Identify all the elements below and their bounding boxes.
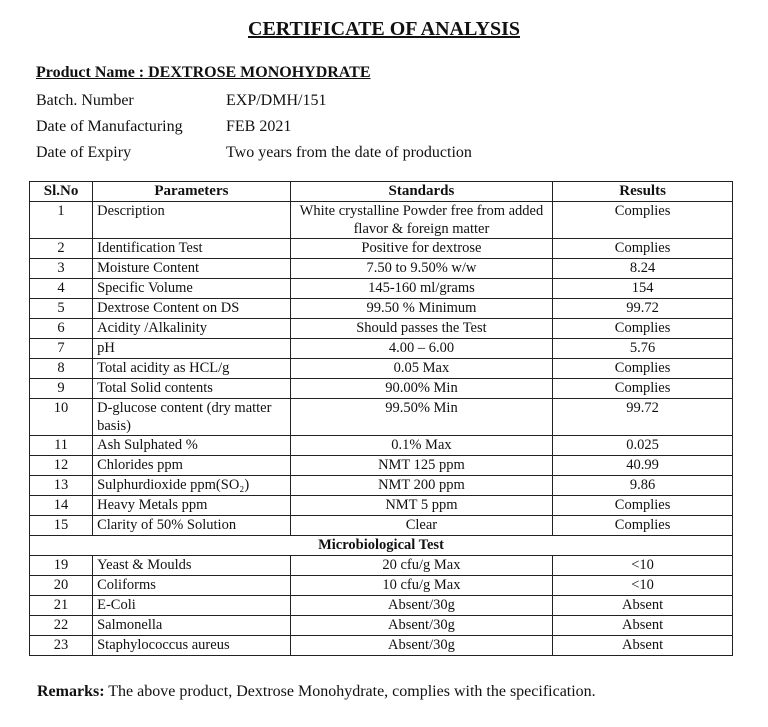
cell-slno: 9 [30, 379, 93, 399]
cell-slno: 23 [30, 636, 93, 656]
cell-parameter: Heavy Metals ppm [93, 496, 291, 516]
cell-result: Complies [553, 239, 733, 259]
cell-parameter: pH [93, 339, 291, 359]
cell-result: Complies [553, 202, 733, 239]
remarks [37, 683, 596, 701]
remarks-label: Remarks: [37, 683, 105, 700]
document-title: CERTIFICATE OF ANALYSIS [248, 18, 520, 40]
cell-parameter: Moisture Content [93, 259, 291, 279]
cell-standard: 99.50% Min [290, 399, 553, 436]
table-row [30, 436, 733, 456]
table-row [30, 496, 733, 516]
cell-standard: NMT 5 ppm [290, 496, 553, 516]
table-row [30, 239, 733, 259]
cell-slno: 6 [30, 319, 93, 339]
cell-standard: NMT 125 ppm [290, 456, 553, 476]
cell-slno: 4 [30, 279, 93, 299]
table-row [30, 299, 733, 319]
product-name-value: DEXTROSE MONOHYDRATE [148, 64, 371, 81]
cell-slno: 1 [30, 202, 93, 239]
cell-result: 40.99 [553, 456, 733, 476]
section-row [30, 536, 733, 556]
cell-parameter: Staphylococcus aureus [93, 636, 291, 656]
cell-parameter: Yeast & Moulds [93, 556, 291, 576]
cell-parameter: Total acidity as HCL/g [93, 359, 291, 379]
cell-parameter: D-glucose content (dry matter basis) [93, 399, 291, 436]
cell-result: 5.76 [553, 339, 733, 359]
cell-slno: 13 [30, 476, 93, 496]
cell-result: Absent [553, 616, 733, 636]
table-row [30, 339, 733, 359]
manufacturing-date-label: Date of Manufacturing [36, 118, 183, 135]
table-row [30, 576, 733, 596]
cell-result: 8.24 [553, 259, 733, 279]
cell-standard: 0.1% Max [290, 436, 553, 456]
cell-result: <10 [553, 556, 733, 576]
product-name-label: Product Name : [36, 64, 145, 81]
cell-result: Complies [553, 496, 733, 516]
cell-result: <10 [553, 576, 733, 596]
cell-standard: Clear [290, 516, 553, 536]
cell-slno: 7 [30, 339, 93, 359]
cell-result: 0.025 [553, 436, 733, 456]
cell-slno: 8 [30, 359, 93, 379]
cell-standard: 0.05 Max [290, 359, 553, 379]
cell-standard: 4.00 – 6.00 [290, 339, 553, 359]
cell-standard: Should passes the Test [290, 319, 553, 339]
cell-result: Complies [553, 516, 733, 536]
table-row [30, 616, 733, 636]
manufacturing-date-value: FEB 2021 [226, 118, 292, 135]
cell-parameter: Ash Sulphated % [93, 436, 291, 456]
table-row [30, 556, 733, 576]
header-standards: Standards [290, 182, 553, 202]
cell-slno: 19 [30, 556, 93, 576]
section-title-microbiological: Microbiological Test [30, 536, 733, 556]
cell-parameter: Identification Test [93, 239, 291, 259]
remarks-text: The above product, Dextrose Monohydrate, complies with the specification. [108, 683, 596, 700]
cell-slno: 3 [30, 259, 93, 279]
batch-number-value: EXP/DMH/151 [226, 92, 327, 109]
header-parameters: Parameters [93, 182, 291, 202]
cell-standard: 10 cfu/g Max [290, 576, 553, 596]
table-row [30, 202, 733, 239]
cell-slno: 10 [30, 399, 93, 436]
cell-slno: 2 [30, 239, 93, 259]
cell-parameter: Coliforms [93, 576, 291, 596]
cell-parameter: Sulphurdioxide ppm(SO₂) [93, 476, 291, 496]
analysis-table [29, 181, 733, 656]
expiry-date-label: Date of Expiry [36, 144, 132, 161]
cell-slno: 22 [30, 616, 93, 636]
cell-standard: 7.50 to 9.50% w/w [290, 259, 553, 279]
table-row [30, 259, 733, 279]
cell-result: Complies [553, 359, 733, 379]
table-row [30, 596, 733, 616]
cell-parameter: Acidity /Alkalinity [93, 319, 291, 339]
header-slno: Sl.No [30, 182, 93, 202]
cell-standard: 99.50 % Minimum [290, 299, 553, 319]
cell-parameter: Salmonella [93, 616, 291, 636]
cell-result: 99.72 [553, 399, 733, 436]
cell-result: Complies [553, 319, 733, 339]
cell-slno: 14 [30, 496, 93, 516]
cell-standard: Positive for dextrose [290, 239, 553, 259]
cell-parameter: E-Coli [93, 596, 291, 616]
cell-parameter: Total Solid contents [93, 379, 291, 399]
cell-slno: 5 [30, 299, 93, 319]
cell-result: Absent [553, 636, 733, 656]
cell-parameter: Specific Volume [93, 279, 291, 299]
cell-slno: 20 [30, 576, 93, 596]
batch-number-label: Batch. Number [36, 92, 134, 109]
table-row [30, 379, 733, 399]
cell-standard: White crystalline Powder free from added flavor & foreign matter [290, 202, 553, 239]
cell-slno: 12 [30, 456, 93, 476]
table-row [30, 359, 733, 379]
cell-standard: Absent/30g [290, 636, 553, 656]
cell-parameter: Chlorides ppm [93, 456, 291, 476]
cell-standard: Absent/30g [290, 596, 553, 616]
cell-standard: NMT 200 ppm [290, 476, 553, 496]
table-row [30, 279, 733, 299]
cell-slno: 11 [30, 436, 93, 456]
cell-result: 99.72 [553, 299, 733, 319]
cell-slno: 21 [30, 596, 93, 616]
table-row [30, 319, 733, 339]
expiry-date-value: Two years from the date of production [226, 144, 472, 161]
table-header-row [30, 182, 733, 202]
cell-standard: Absent/30g [290, 616, 553, 636]
cell-standard: 145-160 ml/grams [290, 279, 553, 299]
cell-standard: 90.00% Min [290, 379, 553, 399]
cell-standard: 20 cfu/g Max [290, 556, 553, 576]
product-name [36, 64, 371, 82]
cell-result: Complies [553, 379, 733, 399]
table-row [30, 516, 733, 536]
cell-parameter: Clarity of 50% Solution [93, 516, 291, 536]
table-row [30, 476, 733, 496]
table-row [30, 636, 733, 656]
cell-result: 9.86 [553, 476, 733, 496]
cell-slno: 15 [30, 516, 93, 536]
table-row [30, 456, 733, 476]
header-results: Results [553, 182, 733, 202]
cell-result: Absent [553, 596, 733, 616]
table-row [30, 399, 733, 436]
cell-result: 154 [553, 279, 733, 299]
cell-parameter: Description [93, 202, 291, 239]
cell-parameter: Dextrose Content on DS [93, 299, 291, 319]
